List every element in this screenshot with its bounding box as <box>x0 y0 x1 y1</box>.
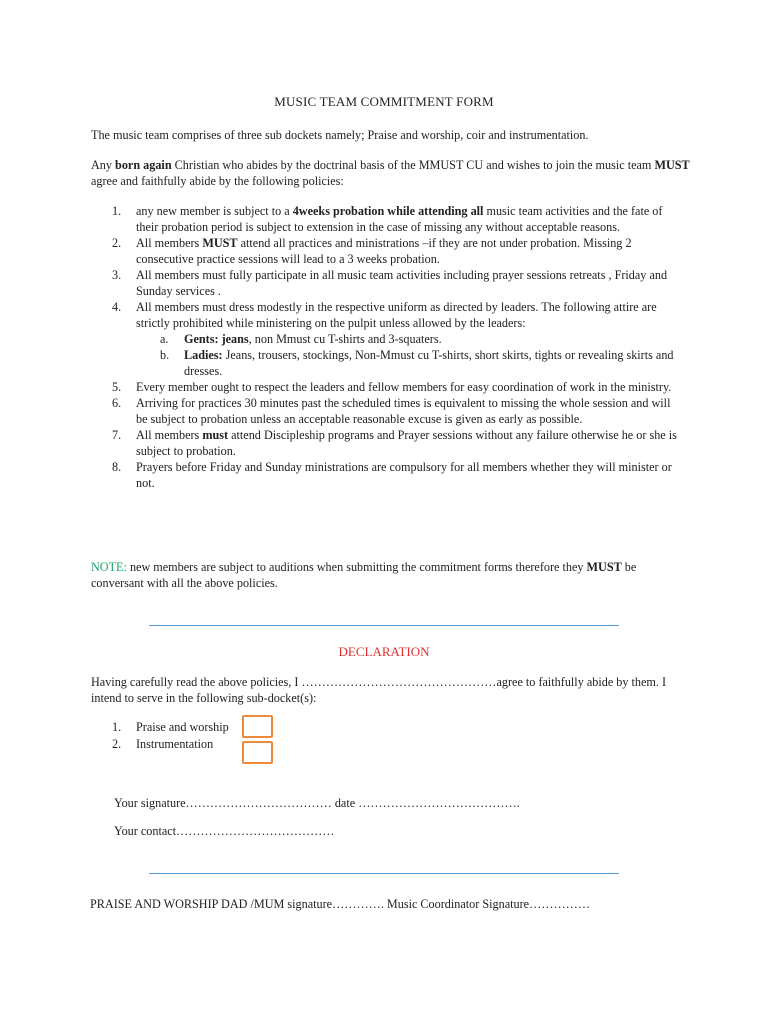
intro-paragraph: The music team comprises of three sub dockets namely; Praise and worship, coir and instrumentation. <box>91 128 589 142</box>
note-paragraph: NOTE: new members are subject to auditions when submitting the commitment forms therefore they MUST be conversant with all the above policies. <box>91 560 637 590</box>
policy-list <box>112 203 682 491</box>
praise-checkbox[interactable] <box>242 715 273 738</box>
policy-item: 7. All members must attend Discipleship programs and Prayer sessions without any failure otherwise he or she is subject to probation. <box>112 428 677 458</box>
policy-item: 4. All members must dress modestly in the respective uniform as directed by leaders. The following attire are strictly prohibited while ministering on the pulpit unless allowed by the leaders: a. Gents: jeans, non Mmust cu T-shirts and 3-squaters. b. Ladies: Jeans, trousers, stockings, Non-Mmust cu T-shirts, short skirts, tights or revealing skirts and dresses. <box>112 299 682 379</box>
dress-code-item: b. Ladies: Jeans, trousers, stockings, Non-Mmust cu T-shirts, short skirts, tights or revealing skirts and dresses. <box>160 348 674 378</box>
sub-docket-option-praise: 1. Praise and worship <box>112 720 229 734</box>
dress-code-list <box>136 331 682 379</box>
contact-line[interactable]: Your contact………………………………… <box>114 824 335 838</box>
divider-top <box>149 625 619 626</box>
policy-item: 3. All members must fully participate in all music team activities including prayer sessions retreats , Friday and Sunday services . <box>112 268 668 298</box>
policy-item: 5. Every member ought to respect the leaders and fellow members for easy coordination of work in the ministry. <box>112 380 672 394</box>
policy-item: 6. Arriving for practices 30 minutes past the scheduled times is equivalent to missing the whole session and will be subject to probation unless an acceptable reasonable excuse is given as early as possible. <box>112 396 671 426</box>
footer-signatures: PRAISE AND WORSHIP DAD /MUM signature…………. Music Coordinator Signature…………… <box>90 897 591 911</box>
instrumentation-checkbox[interactable] <box>242 741 273 764</box>
policy-item: 1. any new member is subject to a 4weeks probation while attending all music team activities and the fate of their probation period is subject to extension in the case of missing any without acceptable reasons. <box>112 204 663 234</box>
declaration-title: DECLARATION <box>338 644 430 659</box>
signature-date-line[interactable]: Your signature……………………………… date …………………………………. <box>114 796 520 810</box>
note-label: NOTE: <box>91 560 127 574</box>
eligibility-paragraph: Any born again Christian who abides by the doctrinal basis of the MMUST CU and wishes to join the music team MUST agree and faithfully abide by the following policies: <box>91 158 690 188</box>
form-title: MUSIC TEAM COMMITMENT FORM <box>274 94 494 109</box>
policy-item: 8. Prayers before Friday and Sunday ministrations are compulsory for all members whether they will minister or not. <box>112 460 672 490</box>
policy-item: 2. All members MUST attend all practices and ministrations –if they are not under probation. Missing 2 consecutive practice sessions will lead to a 3 weeks probation. <box>112 236 632 266</box>
dress-code-item: a. Gents: jeans, non Mmust cu T-shirts and 3-squaters. <box>160 332 442 346</box>
divider-bottom <box>149 873 619 874</box>
sub-docket-option-instrumentation: 2. Instrumentation <box>112 737 214 751</box>
declaration-text: Having carefully read the above policies, I …………………………………………agree to faithfully abide by them. I intend to serve in the following sub-docket(s): <box>91 675 667 705</box>
